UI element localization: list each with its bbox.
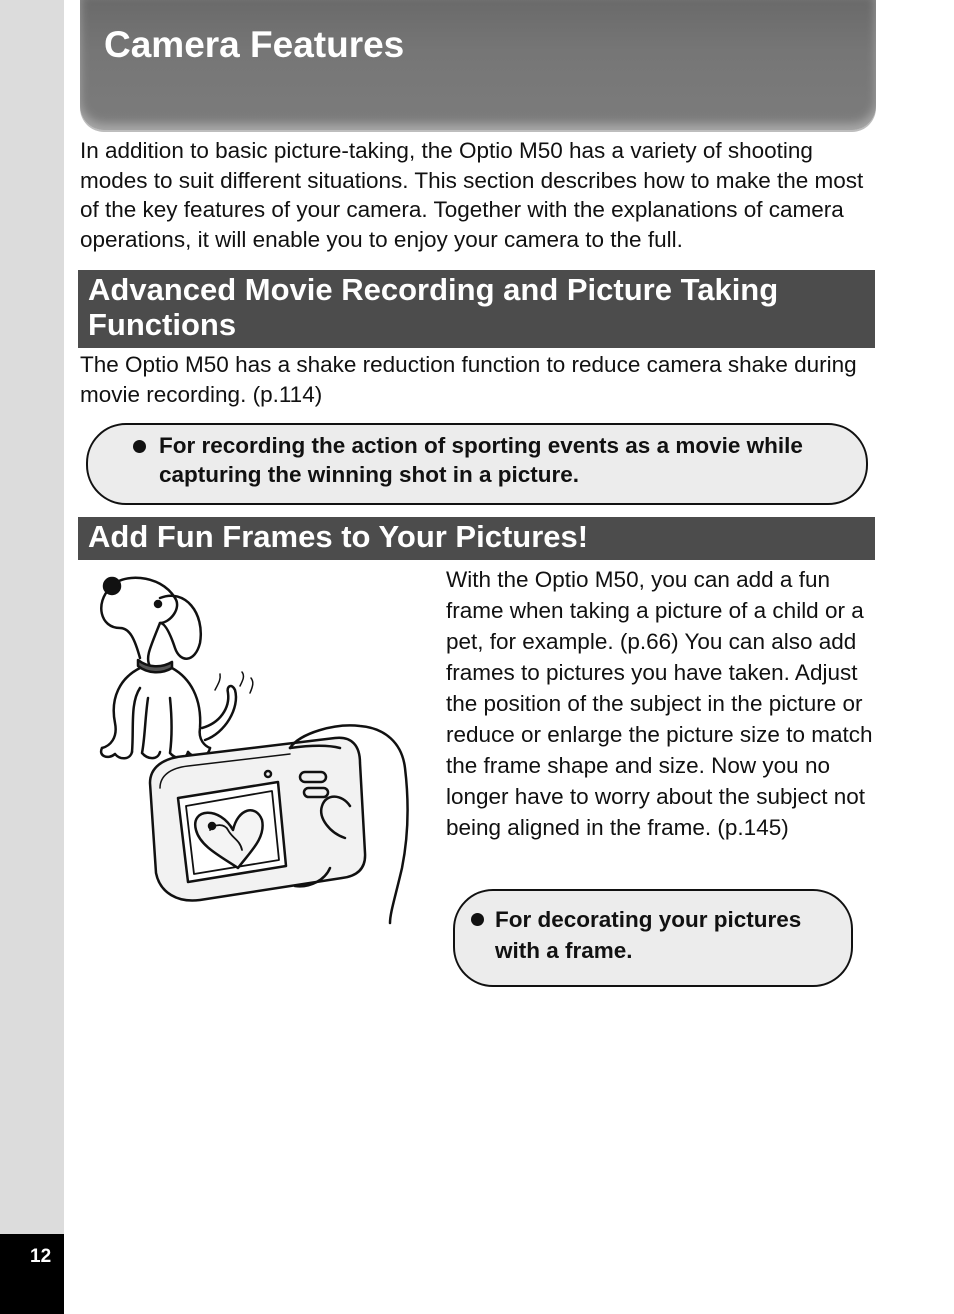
callout-movie [86,423,868,505]
section-text-movie: The Optio M50 has a shake reduction function to reduce camera shake during movie recording. (p.114) [80,352,857,407]
callout-frames [453,889,853,987]
bullet-icon [133,440,146,453]
side-margin-strip [0,0,64,1234]
callout-text-frames: For decorating your pictures with a frame. [495,907,802,963]
page-number-tab [0,1234,64,1314]
page-number: 12 [30,1246,52,1267]
section-heading-frames: Add Fun Frames to Your Pictures! [78,517,875,560]
section-heading-movie: Advanced Movie Recording and Picture Taking Functions [78,270,875,348]
page-title: Camera Features [104,24,405,65]
bullet-icon [471,913,484,926]
section-text-frames: With the Optio M50, you can add a fun frame when taking a picture of a child or a pet, for example. (p.66) You can also add frames to pictures you have taken. Adjust the position of the subject in the picture or reduce or enlarge the picture size to match the frame shape and size. Now you no longer have to worry about the subject not being aligned in the frame. (p.145) [446,567,873,840]
title-banner [80,0,876,130]
dog-camera-illustration [90,568,420,928]
intro-paragraph: In addition to basic picture-taking, the Optio M50 has a variety of shooting modes to suit different situations. This section describes how to make the most of the key features of your camera. Together with the explanations of camera operations, it will enable you to enjoy your camera to the full. [80,138,864,252]
callout-text-movie: For recording the action of sporting events as a movie while capturing the winning shot in a picture. [159,433,803,487]
